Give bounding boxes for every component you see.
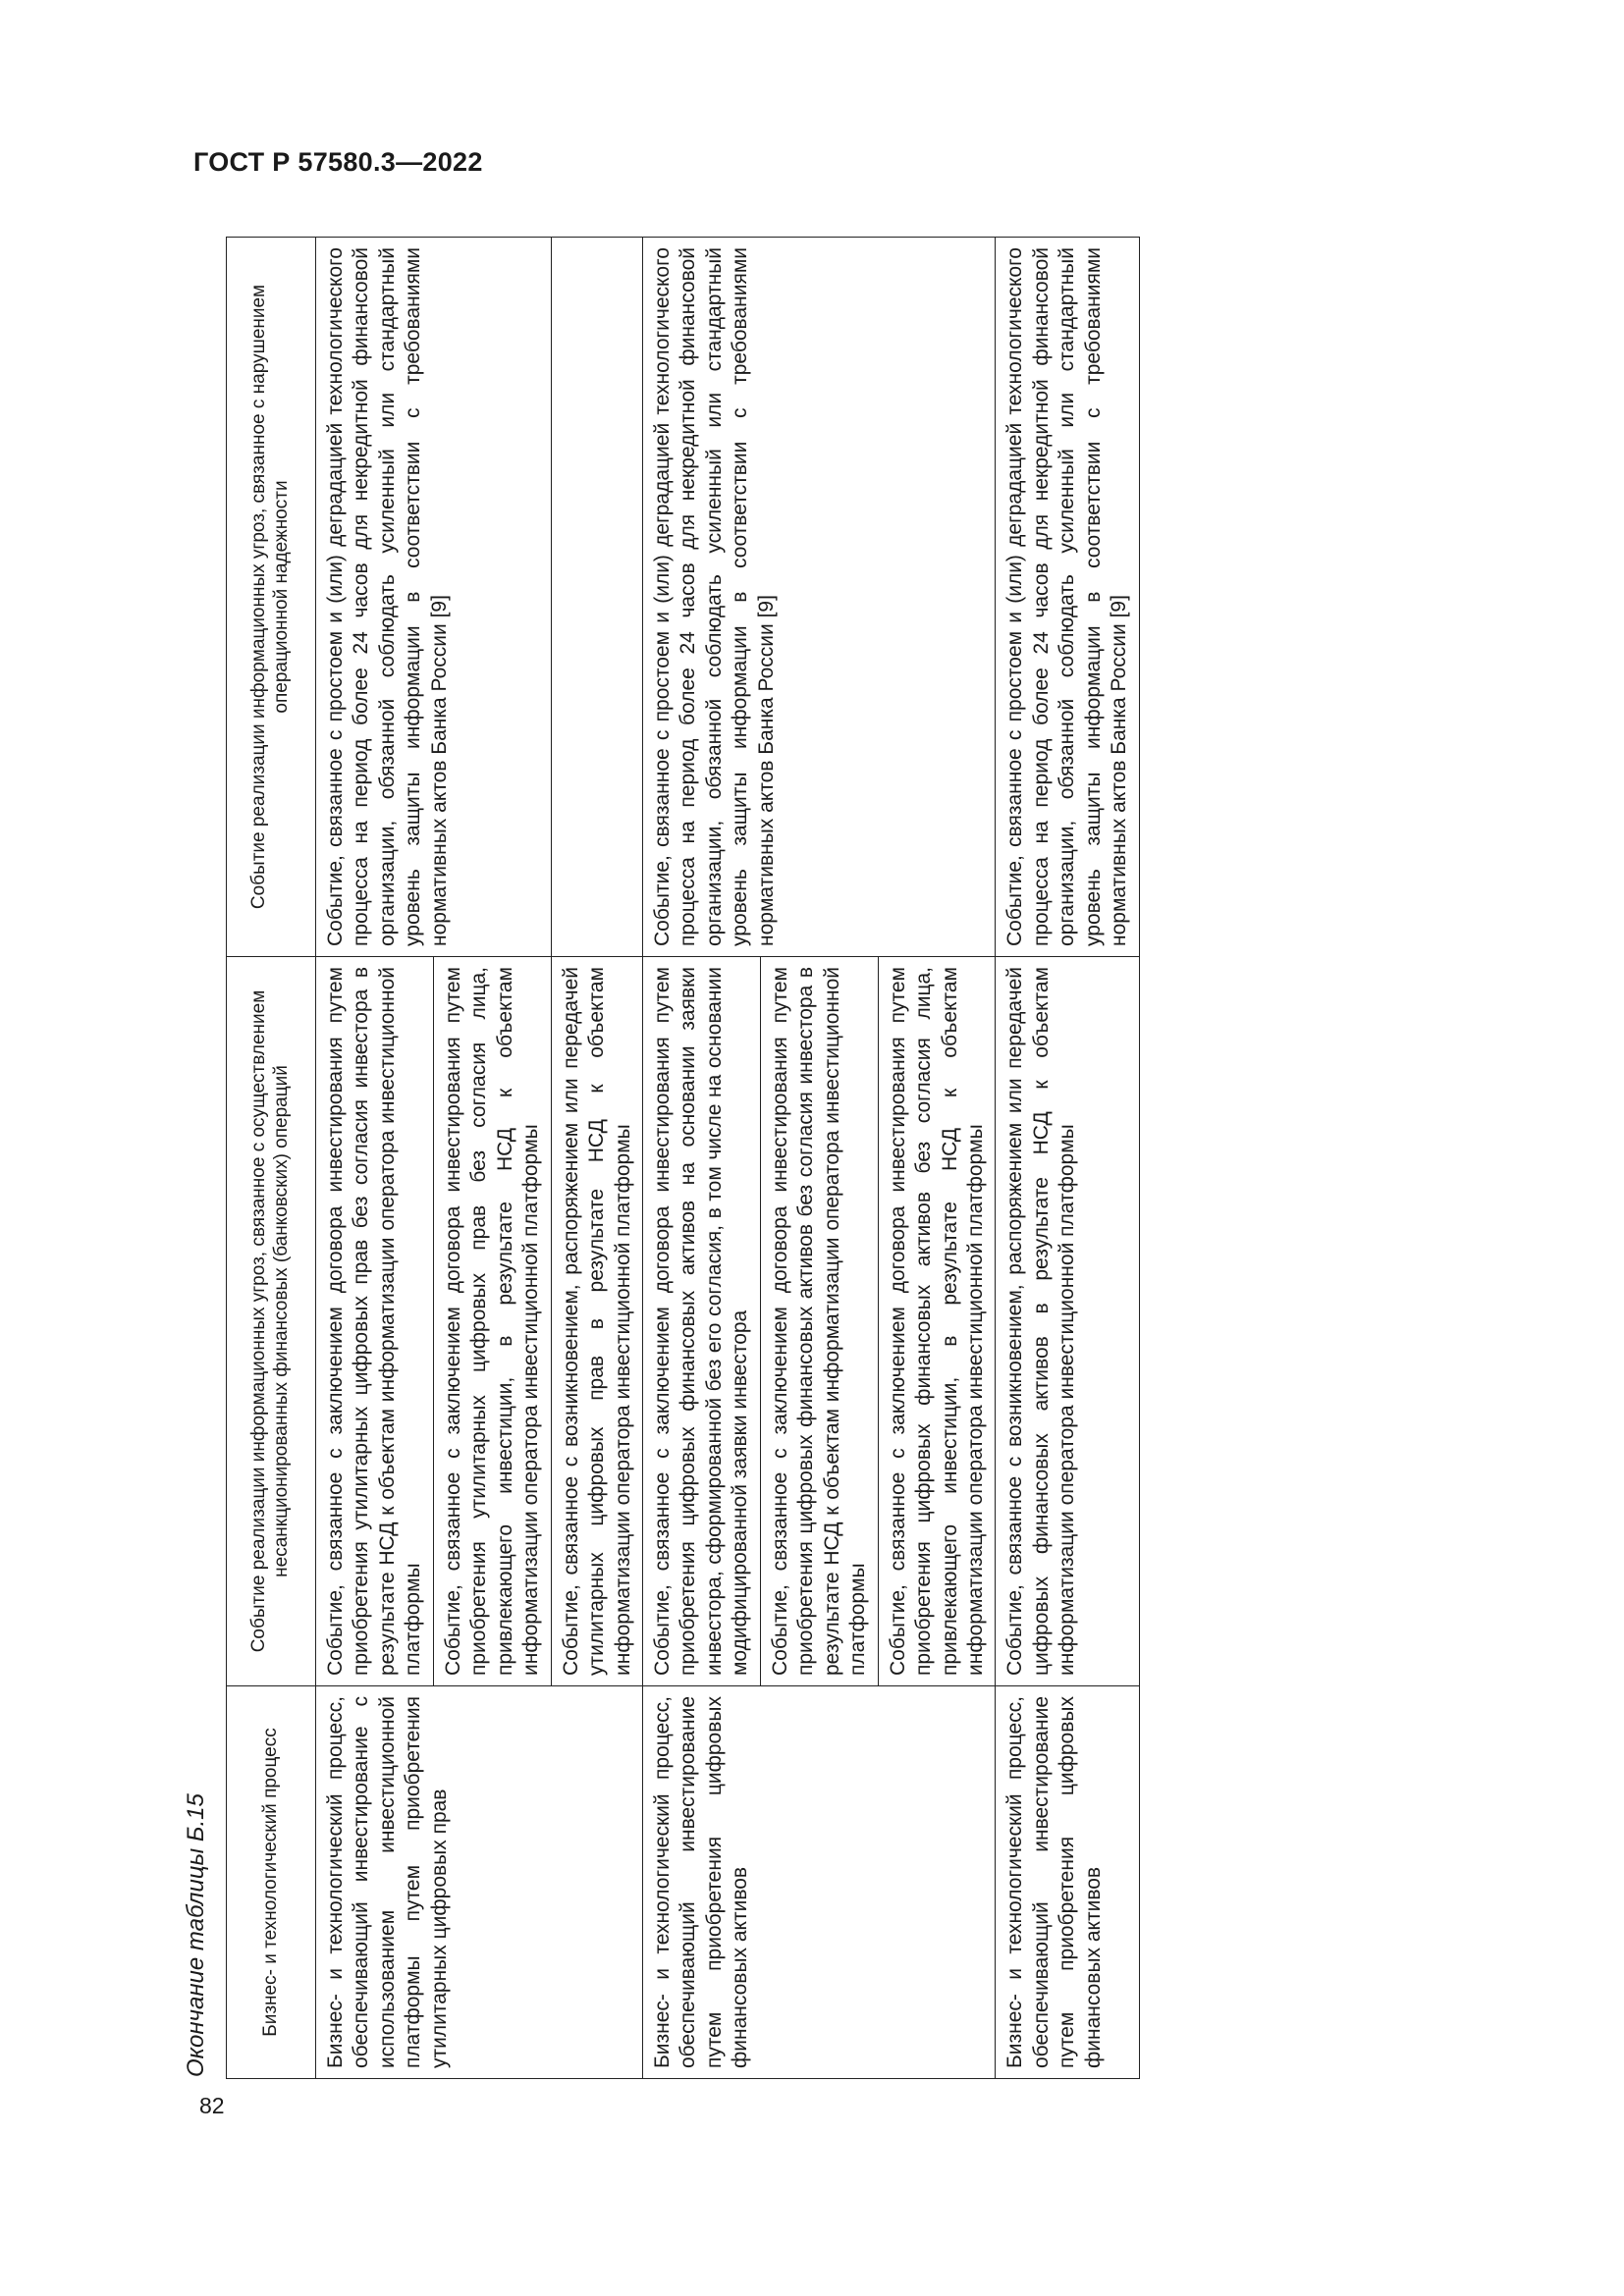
table-header-row	[227, 238, 316, 2079]
table-row	[316, 238, 434, 2079]
event-cell: Событие, связанное с заключением договора инвестирования путем приобретения цифровых финансовых активов на основании заявки инвестора, сформированной без его согласия, в том числе на основании модифицированной заявки инвестора	[642, 957, 760, 1686]
reliability-cell-empty	[551, 238, 642, 957]
document-header-title: ГОСТ Р 57580.3—2022	[193, 147, 483, 177]
column-header-process: Бизнес- и технологический процесс	[227, 1686, 316, 2079]
column-header-financial-ops: Событие реализации информационных угроз, связанное с осуществлением несанкционированных финансовых (банковских) операций	[227, 957, 316, 1686]
process-cell: Бизнес- и технологический процесс, обеспечивающий инвестирование с использованием инвестиционной платформы путем приобретения утилитарных цифровых прав	[316, 1686, 643, 2079]
reliability-cell: Событие, связанное с простоем и (или) деградацией технологического процесса на период более 24 часов для некредитной финансовой организации, обязанной соблюдать усиленный или стандартный уровень защиты информации в соответствии с требованиями нормативных актов Банка России [9]	[996, 238, 1139, 957]
reliability-cell: Событие, связанное с простоем и (или) деградацией технологического процесса на период более 24 часов для некредитной финансовой организации, обязанной соблюдать усиленный или стандартный уровень защиты информации в соответствии с требованиями нормативных актов Банка России [9]	[316, 238, 552, 957]
event-cell: Событие, связанное с заключением договора инвестирования путем приобретения утилитарных цифровых прав без согласия лица, привлекающего инвестиции, в результате НСД к объектам информатизации оператора инвестиционной платформы	[433, 957, 551, 1686]
process-cell: Бизнес- и технологический процесс, обеспечивающий инвестирование путем приобретения цифровых финансовых активов	[996, 1686, 1139, 2079]
table-row	[996, 238, 1139, 2079]
event-cell: Событие, связанное с заключением договора инвестирования путем приобретения цифровых финансовых активов без согласия лица, привлекающего инвестиции, в результате НСД к объектам информатизации оператора инвестиционной платформы	[878, 957, 996, 1686]
rotated-table-container	[226, 238, 1363, 2079]
process-cell: Бизнес- и технологический процесс, обеспечивающий инвестирование путем приобретения цифровых финансовых активов	[642, 1686, 995, 2079]
table-row	[642, 238, 760, 2079]
table-caption: Окончание таблицы Б.15	[183, 1793, 209, 2077]
event-cell: Событие, связанное с возникновением, распоряжением или передачей утилитарных цифровых прав в результате НСД к объектам информатизации оператора инвестиционной платформы	[551, 957, 642, 1686]
event-cell: Событие, связанное с возникновением, распоряжением или передачей цифровых финансовых активов в результате НСД к объектам информатизации оператора инвестиционной платформы	[996, 957, 1139, 1686]
threat-events-table	[226, 237, 1140, 2079]
reliability-cell: Событие, связанное с простоем и (или) деградацией технологического процесса на период более 24 часов для некредитной финансовой организации, обязанной соблюдать усиленный или стандартный уровень защиты информации в соответствии с требованиями нормативных актов Банка России [9]	[642, 238, 995, 957]
event-cell: Событие, связанное с заключением договора инвестирования путем приобретения цифровых финансовых активов без согласия инвестора в результате НСД к объектам информатизации оператора инвестиционной платформы	[760, 957, 878, 1686]
event-cell: Событие, связанное с заключением договора инвестирования путем приобретения утилитарных цифровых прав без согласия инвестора в результате НСД к объектам информатизации оператора инвестиционной платформы	[316, 957, 434, 1686]
page-number: 82	[199, 2093, 225, 2118]
column-header-reliability: Событие реализации информационных угроз, связанное с нарушением операционной надежности	[227, 238, 316, 957]
